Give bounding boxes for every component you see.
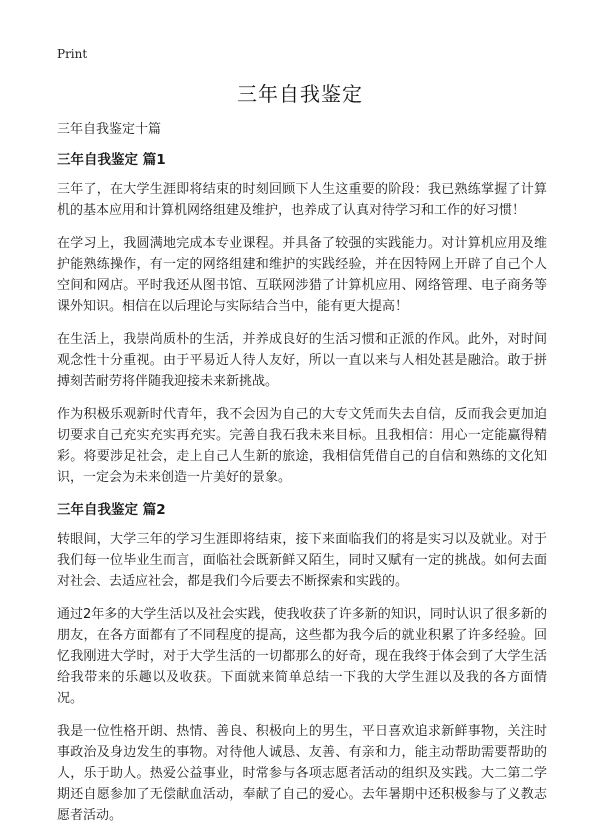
paragraph: 转眼间，大学三年的学习生涯即将结束，接下来面临我们的将是实习以及就业。对于我们每一位毕业生而言，面临社会既新鲜又陌生，同时又赋有一定的挑战。如何去面对社会、去适应社会，都是我们今后要去不断探索和实践的。: [57, 532, 547, 589]
document-body: [57, 120, 547, 828]
paragraph: 通过2年多的大学生活以及社会实践，使我收获了许多新的知识，同时认识了很多新的朋友，在各方面都有了不同程度的提高，这些都为我今后的就业积累了许多经验。回忆我刚进大学时，对于大学生活的一切都那么的好奇，现在我终于体会到了大学生活给我带来的乐趣以及收获。下面就来简单总结一下我的大学生涯以及我的各方面情况。: [57, 607, 547, 706]
section-1: [57, 150, 547, 488]
print-link[interactable]: Print: [57, 47, 88, 61]
document-subtitle: 三年自我鉴定十篇: [57, 122, 162, 137]
paragraph: 在学习上，我圆满地完成本专业课程。并具备了较强的实践能力。对计算机应用及维护能熟练操作，有一定的网络组建和维护的实践经验，并在因特网上开辟了自己个人空间和网店。平时我还从图书馆、互联网涉猎了计算机应用、网络管理、电子商务等课外知识。相信在以后理论与实际结合当中，能有更大提高！: [57, 236, 547, 314]
section-heading: 三年自我鉴定 篇1: [57, 152, 166, 168]
paragraph: 三年了，在大学生涯即将结束的时刻回顾下人生这重要的阶段：我已熟练掌握了计算机的基本应用和计算机网络组建及维护，也养成了认真对待学习和工作的好习惯！: [57, 182, 547, 218]
paragraph: 作为积极乐观新时代青年，我不会因为自己的大专文凭而失去自信，反而我会更加迫切要求自己充实充实再充实。完善自我石我未来目标。且我相信：用心一定能赢得精彩。将要涉足社会，走上自己人生新的旅途，我相信凭借自己的自信和熟练的文化知识，一定会为未来创造一片美好的景象。: [57, 407, 547, 485]
paragraph: 我是一位性格开朗、热情、善良、积极向上的男生，平日喜欢追求新鲜事物，关注时事政治及身边发生的事物。对待他人诚恳、友善、有亲和力，能主动帮助需要帮助的人，乐于助人。热爱公益事业，时常参与各项志愿者活动的组织及实践。大二第二学期还自愿参加了无偿献血活动，奉献了自己的爱心。去年暑期中还积极参与了义教志愿者活动。: [57, 724, 547, 823]
section-heading: 三年自我鉴定 篇2: [57, 502, 166, 518]
section-2: [57, 500, 547, 826]
paragraph: 在生活上，我崇尚质朴的生活，并养成良好的生活习惯和正派的作风。此外，对时间观念性十分重视。由于平易近人待人友好，所以一直以来与人相处甚是融洽。敢于拼搏刻苦耐劳将伴随我迎接未来新挑战。: [57, 332, 547, 389]
page-title: 三年自我鉴定: [237, 82, 363, 106]
